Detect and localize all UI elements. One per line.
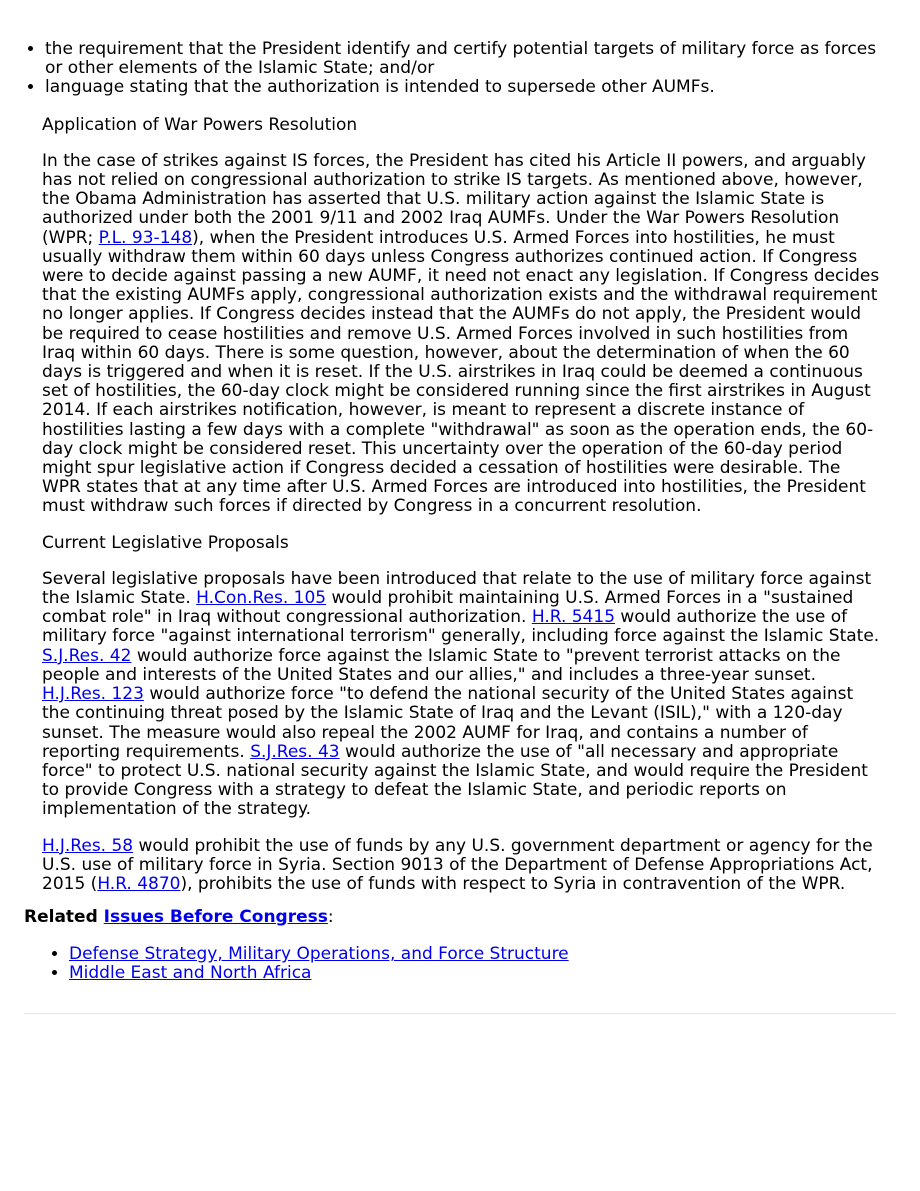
war-powers-paragraph [42, 152, 882, 517]
legislative-proposals-paragraph [42, 570, 882, 820]
link-hconres-105[interactable]: H.Con.Res. 105 [196, 588, 327, 609]
related-issues-list [24, 945, 894, 983]
related-label: Related [24, 907, 104, 927]
text-span: would prohibit maintaining U.S. Armed Forces in a "sustained combat role" in Iraq without congressional authorization. [42, 588, 854, 628]
text-span: Several legislative proposals have been introduced that relate to the use of military force against the Islamic State. [42, 568, 872, 609]
link-pl-93-148[interactable]: P.L. 93-148 [98, 227, 193, 248]
text-span: would authorize the use of "all necessary and appropriate force" to protect U.S. national security against the Islamic State, and would require the President to provide Congress with a strategy to defeat the Islamic State, and periodic reports on implementation of the strategy. [42, 741, 868, 820]
link-hr-5415[interactable]: H.R. 5415 [531, 607, 616, 628]
text-span: ), prohibits the use of funds with respect to Syria in contravention of the WPR. [180, 873, 846, 894]
related-colon: : [327, 907, 334, 927]
text-span: would prohibit the use of funds by any U.S. government department or agency for the U.S. use of military force in Syria. Section 9013 of the Department of Defense Appropriations Act, 2015 ( [42, 835, 873, 894]
related-issues-heading [24, 908, 894, 927]
list-item [69, 945, 894, 964]
link-issues-before-congress[interactable]: Issues Before Congress [103, 907, 328, 927]
aumf-provisions-list [0, 40, 885, 98]
funding-prohibition-paragraph [42, 837, 882, 895]
text-span: would authorize force "to defend the national security of the United States against the continuing threat posed by the Islamic State of Iraq and the Levant (ISIL)," with a 120-day sunset. The measure would also repeal the 2002 AUMF for Iraq, and contains a number of reporting requirements. [42, 684, 854, 762]
link-sjres-42[interactable]: S.J.Res. 42 [42, 645, 132, 666]
text-span: In the case of strikes against IS forces, the President has cited his Article II powers, and arguably has not relied on congressional authorization to strike IS targets. As mentioned above, however, the Obama Administration has asserted that U.S. military action against the Islamic State is authorized under both the 2001 9/11 and 2002 Iraq AUMFs. Under the War Powers Resolution (WPR; [42, 150, 866, 248]
related-issues-section [24, 908, 894, 984]
link-hjres-123[interactable]: H.J.Res. 123 [42, 684, 144, 705]
text-span: ), when the President introduces U.S. Armed Forces into hostilities, he must usually withdraw them within 60 days unless Congress authorizes continued action. If Congress were to decide against passing a new AUMF, it need not enact any legislation. If Congress decides that the existing AUMFs apply, congressional authorization exists and the withdrawal requirement no longer applies. If Congress decides instead that the AUMFs do not apply, the President would be required to cease hostilities and remove U.S. Armed Forces involved in such hostilities from Iraq within 60 days. There is some question, however, about the determination of when the 60 days is triggered and when it is reset. If the U.S. airstrikes in Iraq could be deemed a continuous set of hostilities, the 60-day clock might be considered running since the first airstrikes in August 2014. If each airstrikes notification, however, is meant to represent a discrete instance of hostilities lasting a few days with a complete "withdrawal" as soon as the operation ends, the 60-day clock might be considered reset. This uncertainty over the operation of the 60-day period might spur legislative action if Congress decided a cessation of hostilities were desirable. The WPR states that at any time after U.S. Armed Forces are introduced into hostilities, the President must withdraw such forces if directed by Congress in a concurrent resolution. [42, 227, 880, 517]
link-defense-strategy[interactable]: Defense Strategy, Military Operations, and Force Structure [69, 944, 569, 965]
text-span: would authorize the use of military force "against international terrorism" generally, including force against the Islamic State. [42, 607, 880, 647]
section-heading-war-powers: Application of War Powers Resolution [42, 114, 358, 135]
article-body [42, 0, 882, 894]
footer-divider [24, 1013, 896, 1014]
link-sjres-43[interactable]: S.J.Res. 43 [250, 741, 340, 762]
list-item: • language stating that the authorization is intended to supersede other AUMFs. [45, 78, 885, 97]
link-hjres-58[interactable]: H.J.Res. 58 [42, 835, 134, 856]
text-span: would authorize force against the Islamic State to "prevent terrorist attacks on the people and interests of the United States and our allies," and includes a three-year sunset. [42, 645, 841, 685]
section-heading-legislative-proposals: Current Legislative Proposals [42, 532, 289, 553]
link-middle-east-north-africa[interactable]: Middle East and North Africa [69, 963, 312, 984]
list-item [69, 964, 894, 983]
link-hr-4870[interactable]: H.R. 4870 [97, 873, 181, 894]
list-item: • the requirement that the President identify and certify potential targets of military force as forces or other elements of the Islamic State; and/or [45, 40, 885, 78]
